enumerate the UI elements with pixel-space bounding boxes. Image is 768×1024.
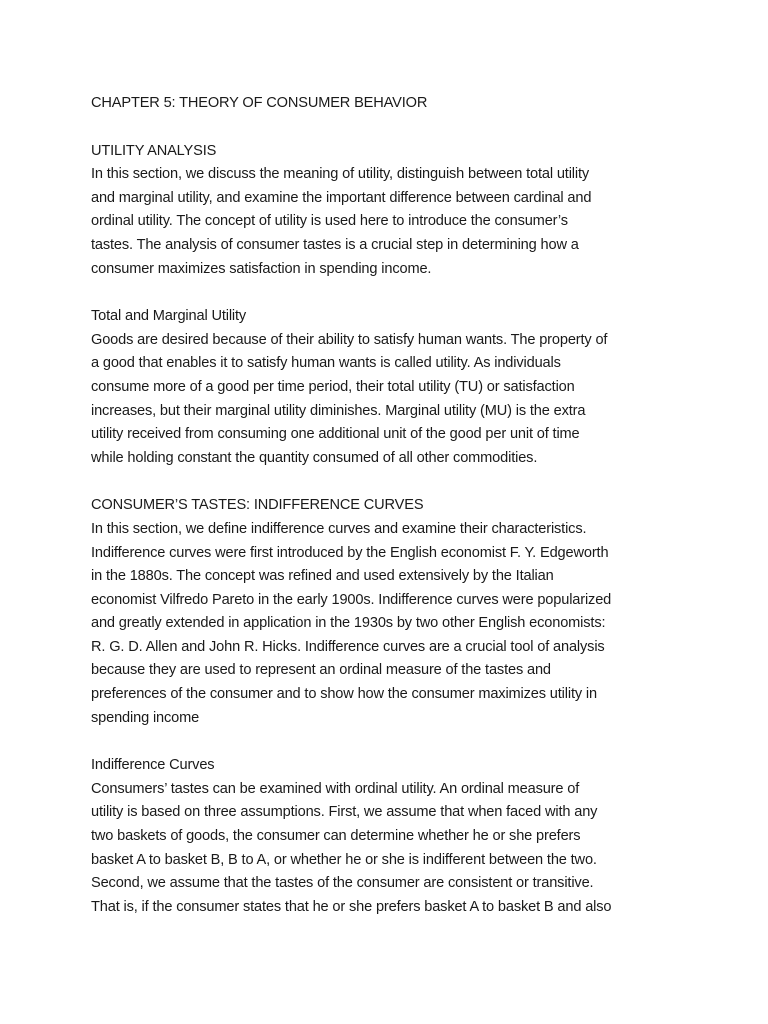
- section-paragraph: [91, 778, 691, 920]
- paragraph-line: two baskets of goods, the consumer can determine whether he or she prefers: [91, 828, 581, 845]
- section: [91, 494, 691, 730]
- paragraph-line: because they are used to represent an ordinal measure of the tastes and: [91, 662, 551, 679]
- section-heading: CONSUMER’S TASTES: INDIFFERENCE CURVES: [91, 497, 424, 514]
- paragraph-line: preferences of the consumer and to show how the consumer maximizes utility in: [91, 686, 597, 703]
- section-paragraph: [91, 163, 691, 281]
- paragraph-line: a good that enables it to satisfy human wants is called utility. As individuals: [91, 355, 561, 372]
- paragraph-line: utility is based on three assumptions. First, we assume that when faced with any: [91, 804, 598, 821]
- section-heading: Total and Marginal Utility: [91, 308, 247, 325]
- paragraph-line: In this section, we discuss the meaning of utility, distinguish between total utility: [91, 166, 590, 183]
- paragraph-line: consume more of a good per time period, their total utility (TU) or satisfaction: [91, 378, 575, 395]
- document-body: [91, 92, 691, 943]
- paragraph-line: while holding constant the quantity consumed of all other commodities.: [91, 449, 538, 466]
- paragraph-line: Goods are desired because of their ability to satisfy human wants. The property of: [91, 331, 608, 348]
- paragraph-line: Indifference curves were first introduced by the English economist F. Y. Edgeworth: [91, 544, 609, 561]
- paragraph-line: R. G. D. Allen and John R. Hicks. Indifference curves are a crucial tool of analysis: [91, 638, 605, 655]
- paragraph-line: spending income: [91, 709, 200, 726]
- chapter-title: CHAPTER 5: THEORY OF CONSUMER BEHAVIOR: [91, 95, 428, 111]
- section: [91, 140, 691, 282]
- paragraph-line: utility received from consuming one additional unit of the good per unit of time: [91, 426, 580, 443]
- sections-container: [91, 140, 691, 920]
- section-paragraph: [91, 329, 691, 471]
- paragraph-line: tastes. The analysis of consumer tastes is a crucial step in determining how a: [91, 236, 579, 253]
- paragraph-line: ordinal utility. The concept of utility is used here to introduce the consumer’s: [91, 213, 568, 230]
- section: [91, 754, 691, 919]
- section-paragraph: [91, 518, 691, 730]
- section-heading: UTILITY ANALYSIS: [91, 142, 217, 159]
- section-heading: Indifference Curves: [91, 757, 215, 774]
- paragraph-line: and marginal utility, and examine the important difference between cardinal and: [91, 189, 592, 206]
- paragraph-line: Second, we assume that the tastes of the consumer are consistent or transitive.: [91, 875, 594, 892]
- paragraph-line: That is, if the consumer states that he or she prefers basket A to basket B and also: [91, 898, 612, 915]
- paragraph-line: In this section, we define indifference curves and examine their characteristics.: [91, 520, 587, 537]
- paragraph-line: increases, but their marginal utility diminishes. Marginal utility (MU) is the extra: [91, 402, 586, 419]
- paragraph-line: Consumers’ tastes can be examined with ordinal utility. An ordinal measure of: [91, 780, 580, 797]
- paragraph-line: economist Vilfredo Pareto in the early 1900s. Indifference curves were popularized: [91, 591, 612, 608]
- section: [91, 305, 691, 470]
- paragraph-line: in the 1880s. The concept was refined and used extensively by the Italian: [91, 568, 554, 585]
- paragraph-line: basket A to basket B, B to A, or whether he or she is indifferent between the two.: [91, 851, 597, 868]
- paragraph-line: and greatly extended in application in the 1930s by two other English economists:: [91, 615, 606, 632]
- paragraph-line: consumer maximizes satisfaction in spending income.: [91, 260, 432, 277]
